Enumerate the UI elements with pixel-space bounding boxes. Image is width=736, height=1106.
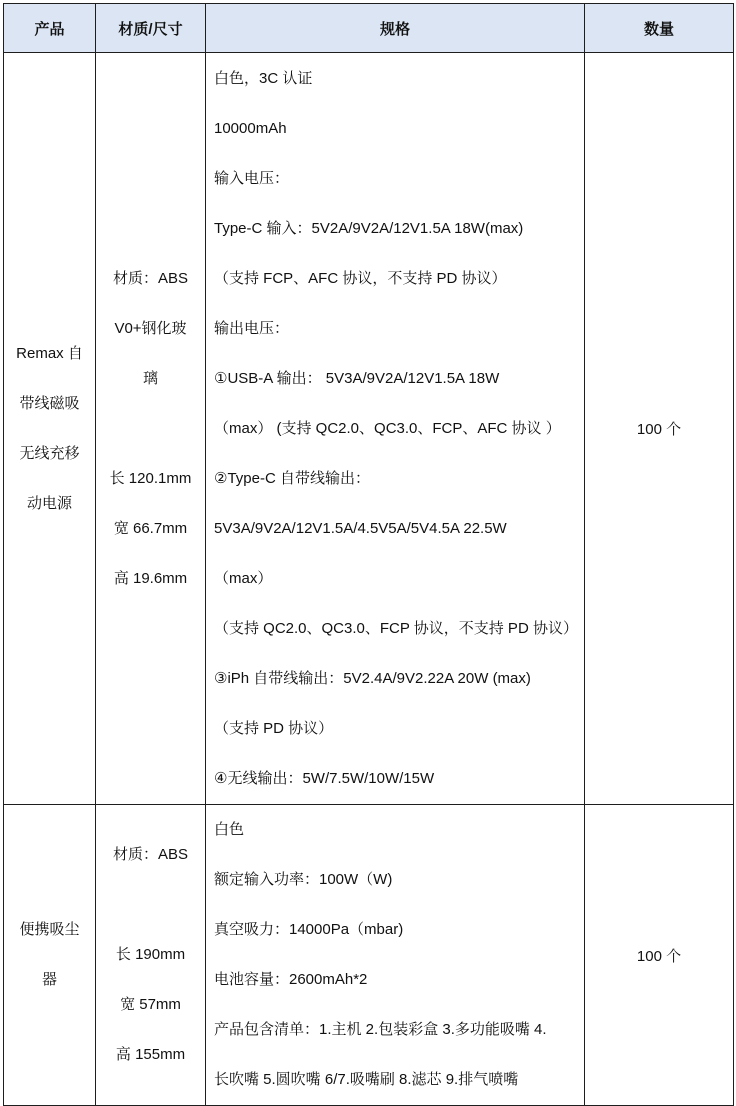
- spec-line: 10000mAh: [214, 120, 287, 137]
- product-line: 器: [41, 971, 57, 988]
- material-line: V0+钢化玻: [114, 319, 187, 337]
- material-line: 材质：ABS: [112, 269, 188, 287]
- material-line: 高 155mm: [115, 1046, 186, 1063]
- spec-line: 额定输入功率：100W（W): [214, 871, 393, 888]
- spec-line: （支持 FCP、AFC 协议，不支持 PD 协议）: [214, 270, 507, 287]
- spec-list: [206, 53, 584, 804]
- product-line: 动电源: [26, 494, 72, 512]
- spec-line: 5V3A/9V2A/12V1.5A/4.5V5A/5V4.5A 22.5W: [214, 520, 507, 537]
- spec-table: [3, 3, 734, 1106]
- spec-line: 真空吸力：14000Pa（mbar): [214, 921, 404, 938]
- product-line: 带线磁吸: [19, 394, 80, 412]
- header-row: [4, 4, 734, 53]
- spec-line: ①USB-A 输出： 5V3A/9V2A/12V1.5A 18W: [214, 370, 500, 387]
- spec-line: ③iPh 自带线输出：5V2.4A/9V2.22A 20W (max): [214, 670, 531, 687]
- quantity-cell: 100 个: [585, 53, 734, 805]
- material-line: 长 120.1mm: [109, 469, 192, 487]
- material-line: 长 190mm: [115, 946, 186, 963]
- header-quantity: 数量: [585, 4, 734, 53]
- material-spacer: [96, 404, 205, 454]
- spec-list: [206, 805, 584, 1105]
- header-product: 产品: [4, 4, 96, 53]
- table-row: [4, 805, 734, 1106]
- spec-line: 白色，3C 认证: [214, 70, 313, 87]
- spec-line: 输出电压：: [214, 320, 290, 337]
- material-spacer: [96, 880, 205, 930]
- table-row: [4, 53, 734, 805]
- spec-line: 白色: [214, 821, 245, 838]
- spec-line: （max）: [214, 570, 273, 587]
- material-cell: [96, 805, 206, 1106]
- material-line: 高 19.6mm: [113, 569, 188, 587]
- material-line: 璃: [142, 369, 158, 387]
- spec-line: ②Type-C 自带线输出：: [214, 470, 370, 487]
- material-line: 宽 57mm: [120, 996, 181, 1013]
- spec-cell: [206, 53, 585, 805]
- material-line: 材质：ABS: [112, 846, 188, 863]
- product-line: Remax 自: [16, 344, 83, 362]
- product-cell: [4, 805, 96, 1106]
- product-cell: [4, 53, 96, 805]
- material-line: 宽 66.7mm: [113, 519, 188, 537]
- spec-line: Type-C 输入：5V2A/9V2A/12V1.5A 18W(max): [214, 220, 524, 237]
- spec-line: （max） (支持 QC2.0、QC3.0、FCP、AFC 协议 ）: [214, 420, 561, 437]
- header-spec: 规格: [206, 4, 585, 53]
- spec-line: 输入电压：: [214, 170, 290, 187]
- header-material: 材质/尺寸: [96, 4, 206, 53]
- spec-line: 长吹嘴 5.圆吹嘴 6/7.吸嘴刷 8.滤芯 9.排气喷嘴: [214, 1071, 519, 1088]
- spec-line: （支持 PD 协议）: [214, 720, 334, 737]
- material-cell: [96, 53, 206, 805]
- spec-line: 产品包含清单：1.主机 2.包装彩盒 3.多功能吸嘴 4.: [214, 1021, 547, 1038]
- product-line: 无线充移: [19, 444, 80, 462]
- spec-line: 电池容量：2600mAh*2: [214, 971, 368, 988]
- spec-line: ④无线输出：5W/7.5W/10W/15W: [214, 770, 435, 787]
- spec-line: （支持 QC2.0、QC3.0、FCP 协议，不支持 PD 协议）: [214, 620, 578, 637]
- quantity-cell: 100 个: [585, 805, 734, 1106]
- spec-cell: [206, 805, 585, 1106]
- product-line: 便携吸尘: [19, 921, 80, 938]
